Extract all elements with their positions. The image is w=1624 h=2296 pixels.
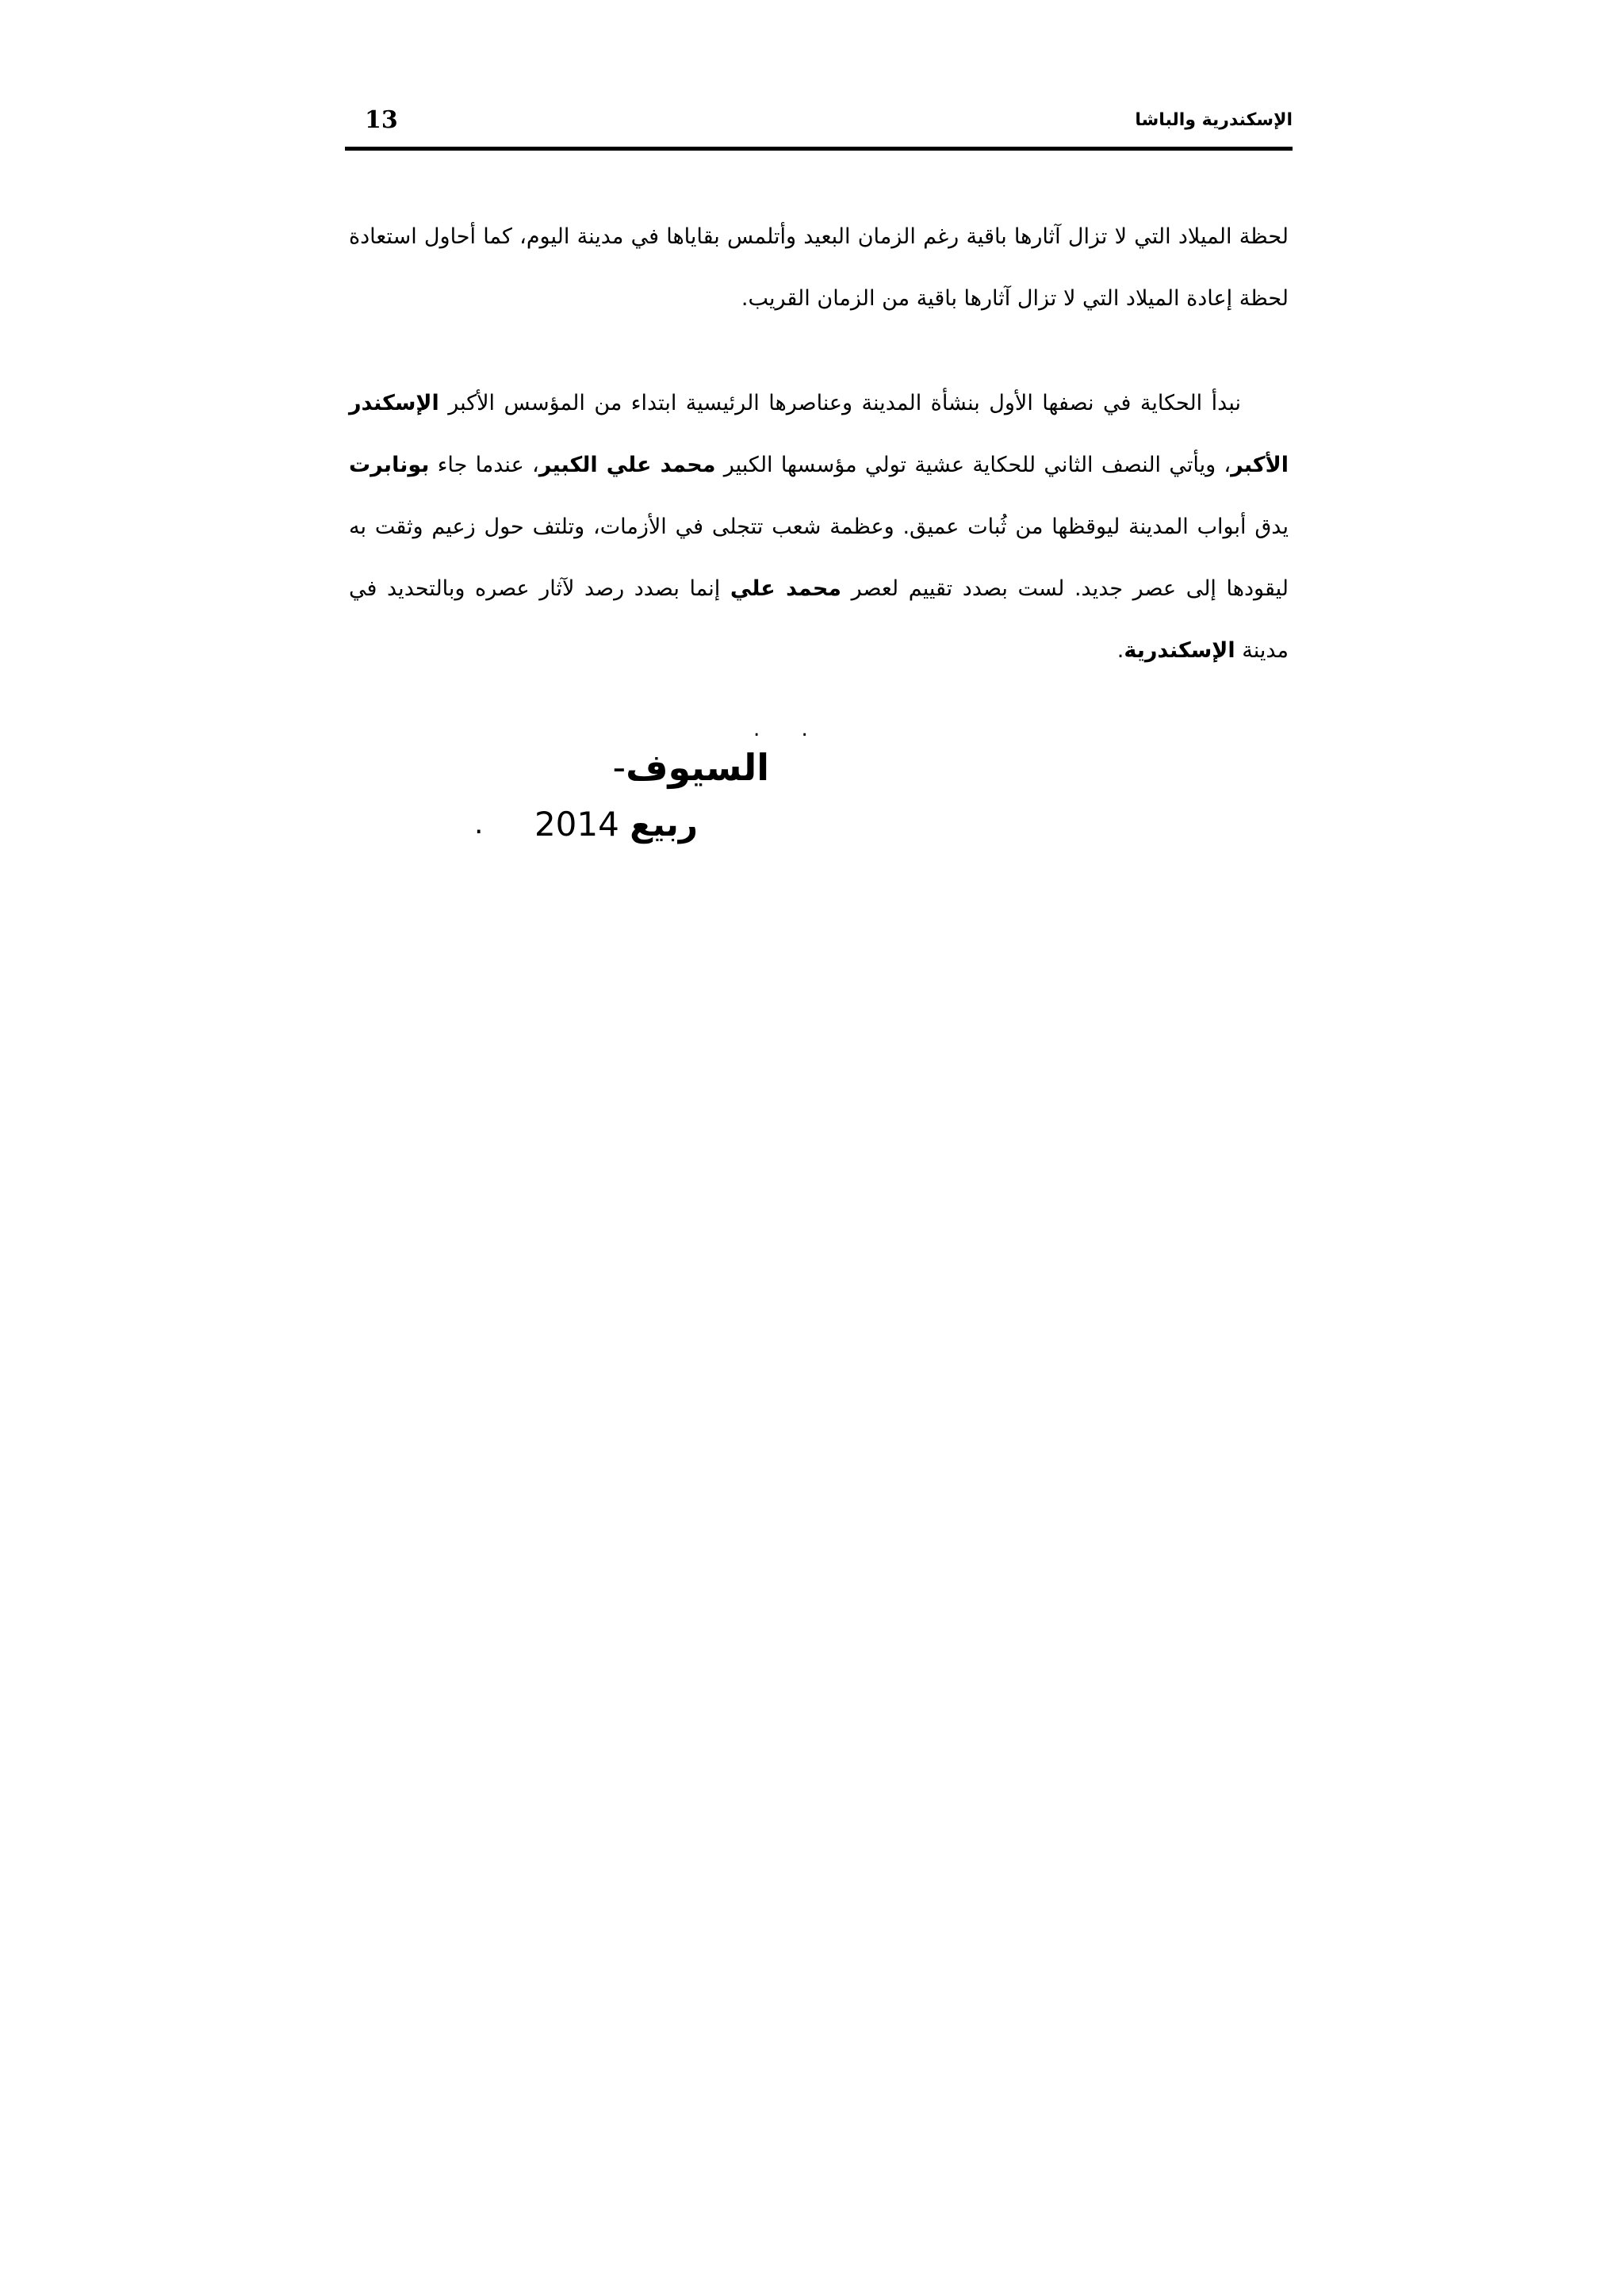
paragraph-1-text: لحظة الميلاد التي لا تزال آثارها باقية رغم الزمان البعيد وأتلمس بقاياها في مدينة اليوم، كما أحاول استعادة لحظة إعادة الميلاد التي لا تزال آثارها باقية من الزمان القريب. [349, 224, 1289, 311]
running-title: الإسكندرية والباشا [1135, 110, 1293, 130]
bold-name-muhammad-ali-the-great: محمد علي الكبير [538, 453, 716, 477]
paragraph-2-segment: . [1116, 638, 1124, 663]
signature-dash: - [612, 746, 626, 789]
page-number: 13 [365, 106, 398, 134]
paragraph-1 [349, 206, 1289, 330]
page-header [345, 103, 1293, 147]
paragraph-2-segment: إنما بصدد رصد لآثار عصره وبالتحديد في مدينة [349, 576, 1289, 663]
paragraph-2 [349, 373, 1289, 682]
date-year: 2014 [534, 805, 619, 844]
decorative-dots: . . [753, 718, 825, 741]
author-signature [603, 744, 769, 791]
bold-name-alexander: الإسكندر الأكبر [349, 391, 1289, 477]
paragraph-2-segment: ، عندما جاء [429, 453, 539, 477]
signature-date [468, 801, 698, 848]
bold-name-bonaparte: بونابرت [349, 453, 430, 477]
date-trailing-dot: . [474, 808, 484, 840]
paragraph-2-segment: نبدأ الحكاية في نصفها الأول بنشأة المدينة وعناصرها الرئيسية ابتداء من المؤسس الأكبر [439, 391, 1241, 415]
bold-name-alexandria: الإسكندرية [1124, 638, 1235, 663]
paragraph-2-segment: ، ويأتي النصف الثاني للحكاية عشية تولي مؤسسها الكبير [715, 453, 1231, 477]
date-season: ربيع [630, 805, 698, 844]
paragraph-2-segment: يدق أبواب المدينة ليوقظها من ثُبات عميق. وعظمة شعب تتجلى في الأزمات، وتلتف حول زعيم وثقت به ليقودها إلى عصر جديد. لست بصدد تقييم لعصر [349, 515, 1289, 601]
author-name: السيوف [626, 746, 769, 789]
bold-name-muhammad-ali: محمد علي [730, 576, 841, 601]
header-rule [345, 147, 1293, 151]
